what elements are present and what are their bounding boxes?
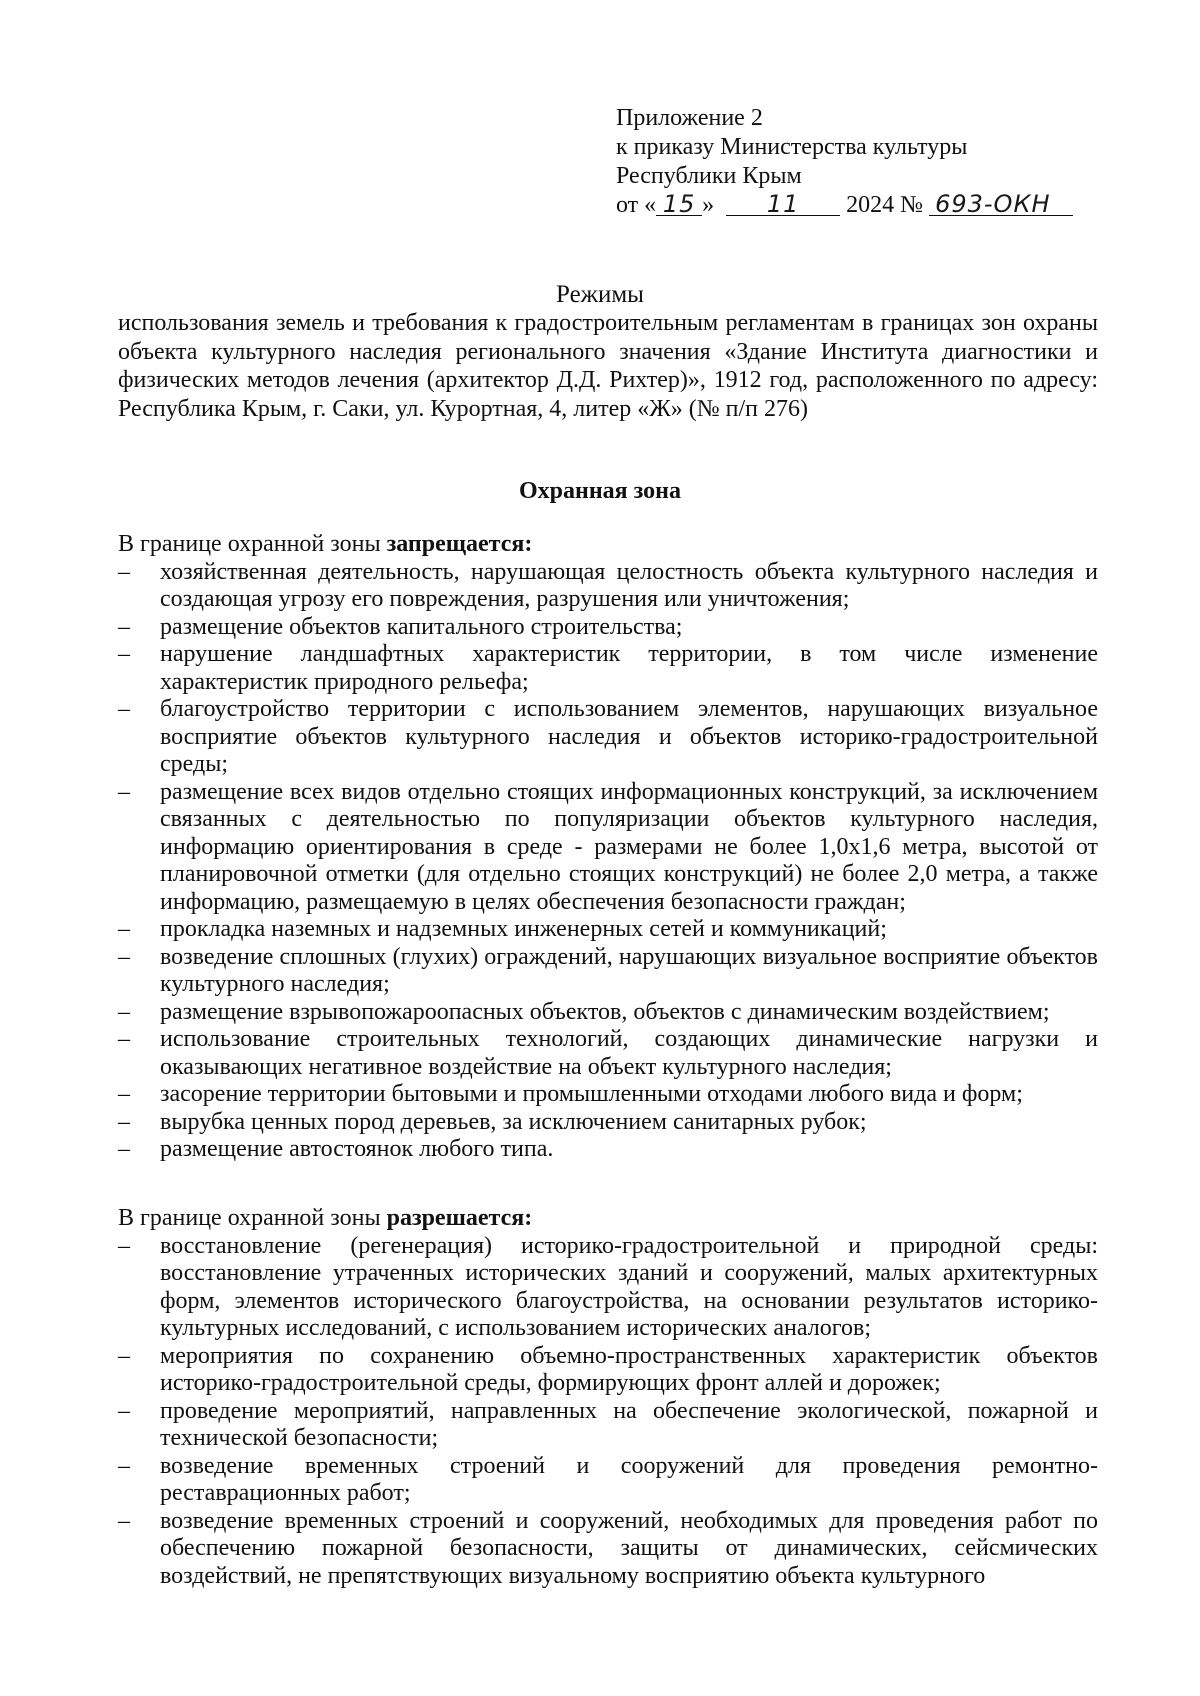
prohibited-intro-bold: запрещается: (386, 531, 533, 557)
list-item: – проведение мероприятий, направленных на обеспечение экологической, пожарной и технической безопасности; (118, 1398, 1098, 1453)
handwritten-order-number: 693-ОКН (929, 193, 1073, 216)
list-item: – размещение объектов капитального строительства; (118, 614, 1098, 642)
appendix-date-line (616, 191, 1073, 220)
appendix-header (616, 104, 1073, 220)
permitted-list (118, 1233, 1098, 1591)
year-and-number-sign: 2024 № (846, 192, 924, 218)
list-item: – восстановление (регенерация) историко-градостроительной и природной среды: восстановление утраченных исторических зданий и сооружений, малых архитектурных форм, элементов исторического благоустройства, на основании результатов историко-культурных исследований, с использованием исторических аналогов; (118, 1233, 1098, 1343)
appendix-line-2: к приказу Министерства культуры (616, 134, 968, 160)
handwritten-month: 11 (726, 193, 840, 216)
permitted-intro: В границе охранной зоны разрешается: (118, 1205, 533, 1231)
list-item: – размещение взрывопожароопасных объектов, объектов с динамическим воздействием; (118, 999, 1098, 1027)
list-item: – благоустройство территории с использованием элементов, нарушающих визуальное восприятие объектов культурного наследия и объектов историко-градостроительной среды; (118, 696, 1098, 779)
permitted-intro-bold: разрешается: (386, 1205, 533, 1231)
appendix-line-3: Республики Крым (616, 163, 802, 189)
list-item: – размещение всех видов отдельно стоящих информационных конструкций, за исключением связанных с деятельностью по популяризации объектов культурного наследия, информацию ориентирования в среде - размерами не более 1,0х1,6 метра, высотой от планировочной отметки (для отдельно стоящих конструкций) не более 2,0 метра, а также информацию, размещаемую в целях обеспечения безопасности граждан; (118, 779, 1098, 917)
list-item: – засорение территории бытовыми и промышленными отходами любого вида и форм; (118, 1081, 1098, 1109)
list-item: – возведение временных строений и сооружений, необходимых для проведения работ по обеспечению пожарной безопасности, защиты от динамических, сейсмических воздействий, не препятствующих визуальному восприятию объекта культурного (118, 1508, 1098, 1591)
list-item: – возведение временных строений и сооружений для проведения ремонтно-реставрационных работ; (118, 1453, 1098, 1508)
appendix-line-1: Приложение 2 (616, 105, 763, 131)
date-mid: » (702, 192, 715, 218)
list-item: – возведение сплошных (глухих) ограждений, нарушающих визуальное восприятие объектов культурного наследия; (118, 944, 1098, 999)
list-item: – нарушение ландшафтных характеристик территории, в том числе изменение характеристик природного рельефа; (118, 641, 1098, 696)
document-subtitle: использования земель и требования к градостроительным регламентам в границах зон охраны объекта культурного наследия регионального значения «Здание Института диагностики и физических методов лечения (архитектор Д.Д. Рихтер)», 1912 год, расположенного по адресу: Республика Крым, г. Саки, ул. Курортная, 4, литер «Ж» (№ п/п 276) (118, 310, 1098, 422)
list-item: – размещение автостоянок любого типа. (118, 1136, 1098, 1164)
prohibited-intro: В границе охранной зоны запрещается: (118, 531, 533, 557)
handwritten-day: 15 (656, 193, 702, 216)
prohibited-block (118, 531, 1098, 1164)
list-item: – использование строительных технологий, создающих динамические нагрузки и оказывающих негативное воздействие на объект культурного наследия; (118, 1026, 1098, 1081)
list-item: – вырубка ценных пород деревьев, за исключением санитарных рубок; (118, 1109, 1098, 1137)
list-item: – хозяйственная деятельность, нарушающая целостность объекта культурного наследия и создающая угрозу его повреждения, разрушения или уничтожения; (118, 559, 1098, 614)
prohibited-list (118, 559, 1098, 1164)
list-item: – мероприятия по сохранению объемно-пространственных характеристик объектов историко-градостроительной среды, формирующих фронт аллей и дорожек; (118, 1343, 1098, 1398)
section-heading: Охранная зона (519, 478, 681, 504)
document-title: Режимы (556, 281, 644, 308)
permitted-block (118, 1205, 1098, 1590)
date-prefix: от « (616, 192, 657, 218)
list-item: – прокладка наземных и надземных инженерных сетей и коммуникаций; (118, 916, 1098, 944)
